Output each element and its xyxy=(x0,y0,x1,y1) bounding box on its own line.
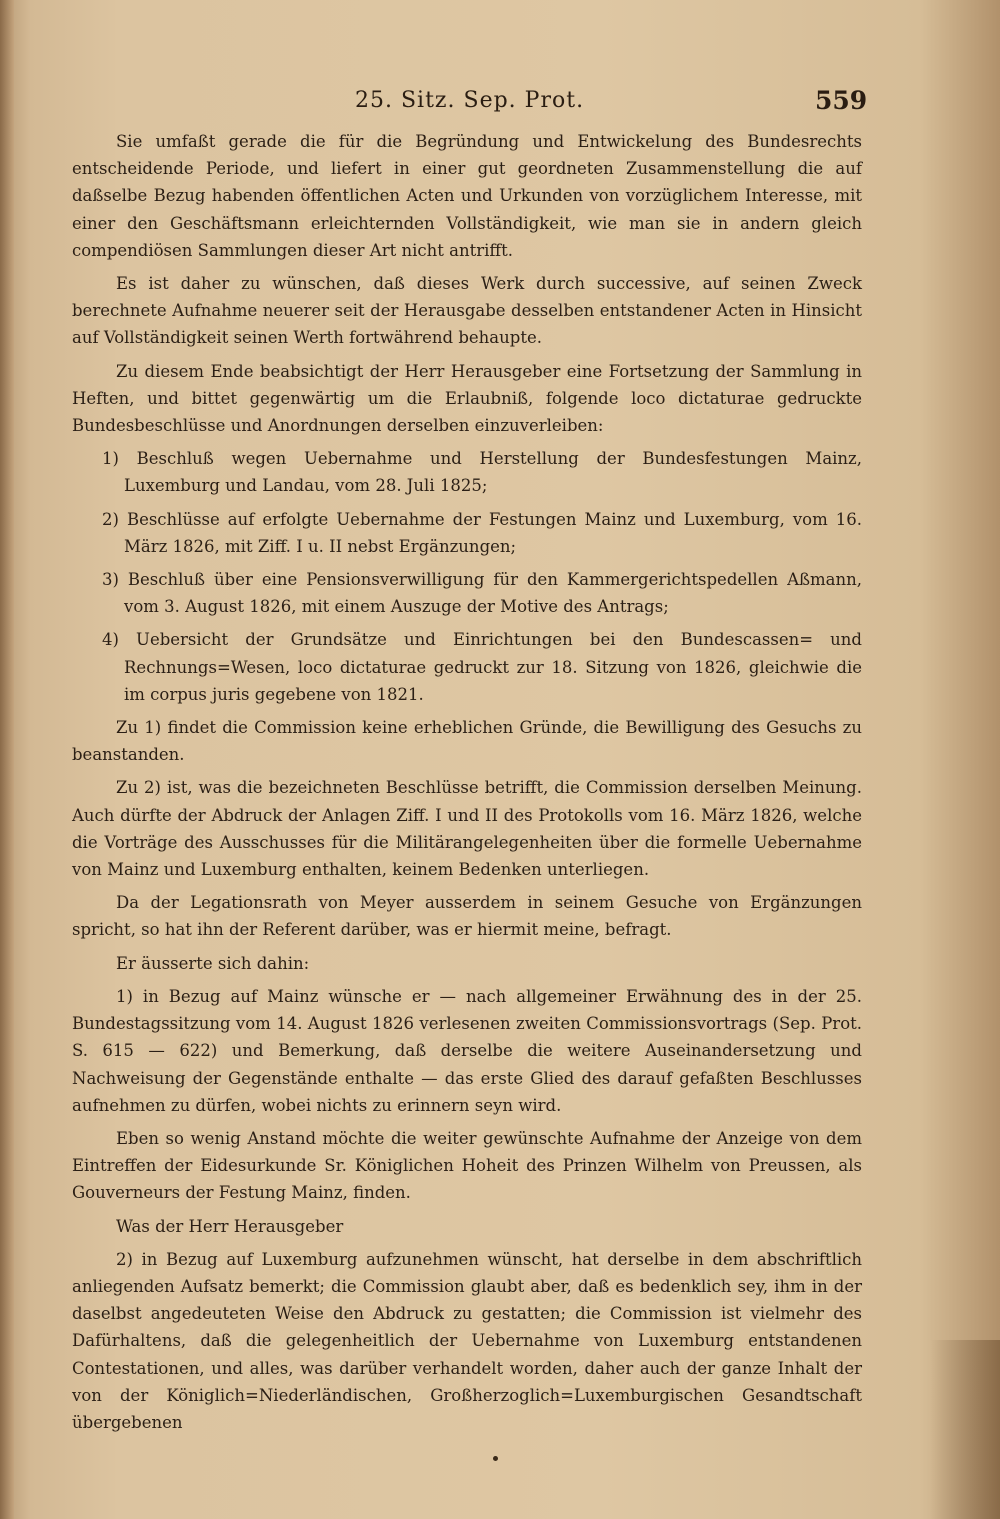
book-spine-edge xyxy=(0,0,14,1519)
paragraph: Eben so wenig Anstand möchte die weiter gewünschte Aufnahme der Anzeige von dem Eintreffen der Eidesurkunde Sr. Königlichen Hoheit des Prinzen Wilhelm von Preussen, als Gouverneurs der Festung Mainz, finden. xyxy=(72,1128,862,1203)
page-shadow xyxy=(930,1340,1000,1519)
paragraph: Zu 1) findet die Commission keine erheblichen Gründe, die Bewilligung des Gesuchs zu beanstanden. xyxy=(72,718,862,765)
paragraph: 1) in Bezug auf Mainz wünsche er — nach allgemeiner Erwähnung des in der 25. Bundestagssitzung vom 14. August 1826 verlesenen zweiten Commissionsvortrags (Sep. Prot. S. 615 — 622) und Bemerkung, daß derselbe die weitere Auseinandersetzung und Nachweisung der Gegenstände enthalte — das erste Glied des darauf gefaßten Beschlusses aufnehmen zu dürfen, wobei nichts zu erinnern seyn wird. xyxy=(72,986,862,1115)
list-item: 1) Beschluß wegen Uebernahme und Herstellung der Bundesfestungen Mainz, Luxemburg und Landau, vom 28. Juli 1825; xyxy=(102,449,862,496)
list-item: 2) Beschlüsse auf erfolgte Uebernahme der Festungen Mainz und Luxemburg, vom 16. März 1826, mit Ziff. I u. II nebst Ergänzungen; xyxy=(102,509,862,556)
paragraph: Zu 2) ist, was die bezeichneten Beschlüsse betrifft, die Commission derselben Meinung. Auch dürfte der Abdruck der Anlagen Ziff. I und II des Protokolls vom 16. März 1826, welche die Vorträge des Ausschusses für die Militärangelegenheiten über die formelle Uebernahme von Mainz und Luxemburg enthalten, keinem Bedenken unterliegen. xyxy=(72,778,862,880)
ink-dot xyxy=(493,1456,498,1461)
paragraph: Er äusserte sich dahin: xyxy=(116,953,310,973)
paragraph: Es ist daher zu wünschen, daß dieses Werk durch successive, auf seinen Zweck berechnete Aufnahme neuerer seit der Herausgabe desselben entstandener Acten in Hinsicht auf Vollständigkeit seinen Werth fortwährend behaupte. xyxy=(72,274,862,348)
page-header xyxy=(0,84,1000,124)
paragraph: Was der Herr Herausgeber xyxy=(116,1216,344,1236)
paragraph: Da der Legationsrath von Meyer ausserdem in seinem Gesuche von Ergänzungen spricht, so hat ihn der Referent darüber, was er hiermit meine, befragt. xyxy=(72,893,862,940)
page-body xyxy=(72,128,862,1442)
page-number: 559 xyxy=(815,86,868,115)
running-title: 25. Sitz. Sep. Prot. xyxy=(355,88,585,113)
paragraph: Zu diesem Ende beabsichtigt der Herr Herausgeber eine Fortsetzung der Sammlung in Heften, und bittet gegenwärtig um die Erlaubniß, folgende loco dictaturae gedruckte Bundesbeschlüsse und Anordnungen derselben einzuverleiben: xyxy=(72,361,862,436)
paragraph: 2) in Bezug auf Luxemburg aufzunehmen wünscht, hat derselbe in dem abschriftlich anliegenden Aufsatz bemerkt; die Commission glaubt aber, daß es bedenklich sey, ihm in der daselbst angedeuteten Weise den Abdruck zu gestatten; die Commission ist vielmehr des Dafürhaltens, daß die gelegenheitlich der Uebernahme von Luxemburg entstandenen Contestationen, und alles, was darüber verhandelt worden, daher auch der ganze Inhalt der von der Königlich=Niederländischen, Großherzoglich=Luxemburgischen Gesandtschaft übergebenen xyxy=(72,1249,862,1432)
list-item: 4) Uebersicht der Grundsätze und Einrichtungen bei den Bundescassen= und Rechnungs=Wesen, loco dictaturae gedruckt zur 18. Sitzung von 1826, gleichwie die im corpus juris gegebene von 1821. xyxy=(102,630,862,704)
list-item: 3) Beschluß über eine Pensionsverwilligung für den Kammergerichtspedellen Aßmann, vom 3. August 1826, mit einem Auszuge der Motive des Antrags; xyxy=(102,570,862,617)
paragraph: Sie umfaßt gerade die für die Begründung und Entwickelung des Bundesrechts entscheidende Periode, und liefert in einer gut geordneten Zusammenstellung die auf daßselbe Bezug habenden öffentlichen Acten und Urkunden von vorzüglichem Interesse, mit einer den Geschäftsmann erleichternden Vollständigkeit, wie man sie in andern gleich compendiösen Sammlungen dieser Art nicht antrifft. xyxy=(72,132,862,260)
